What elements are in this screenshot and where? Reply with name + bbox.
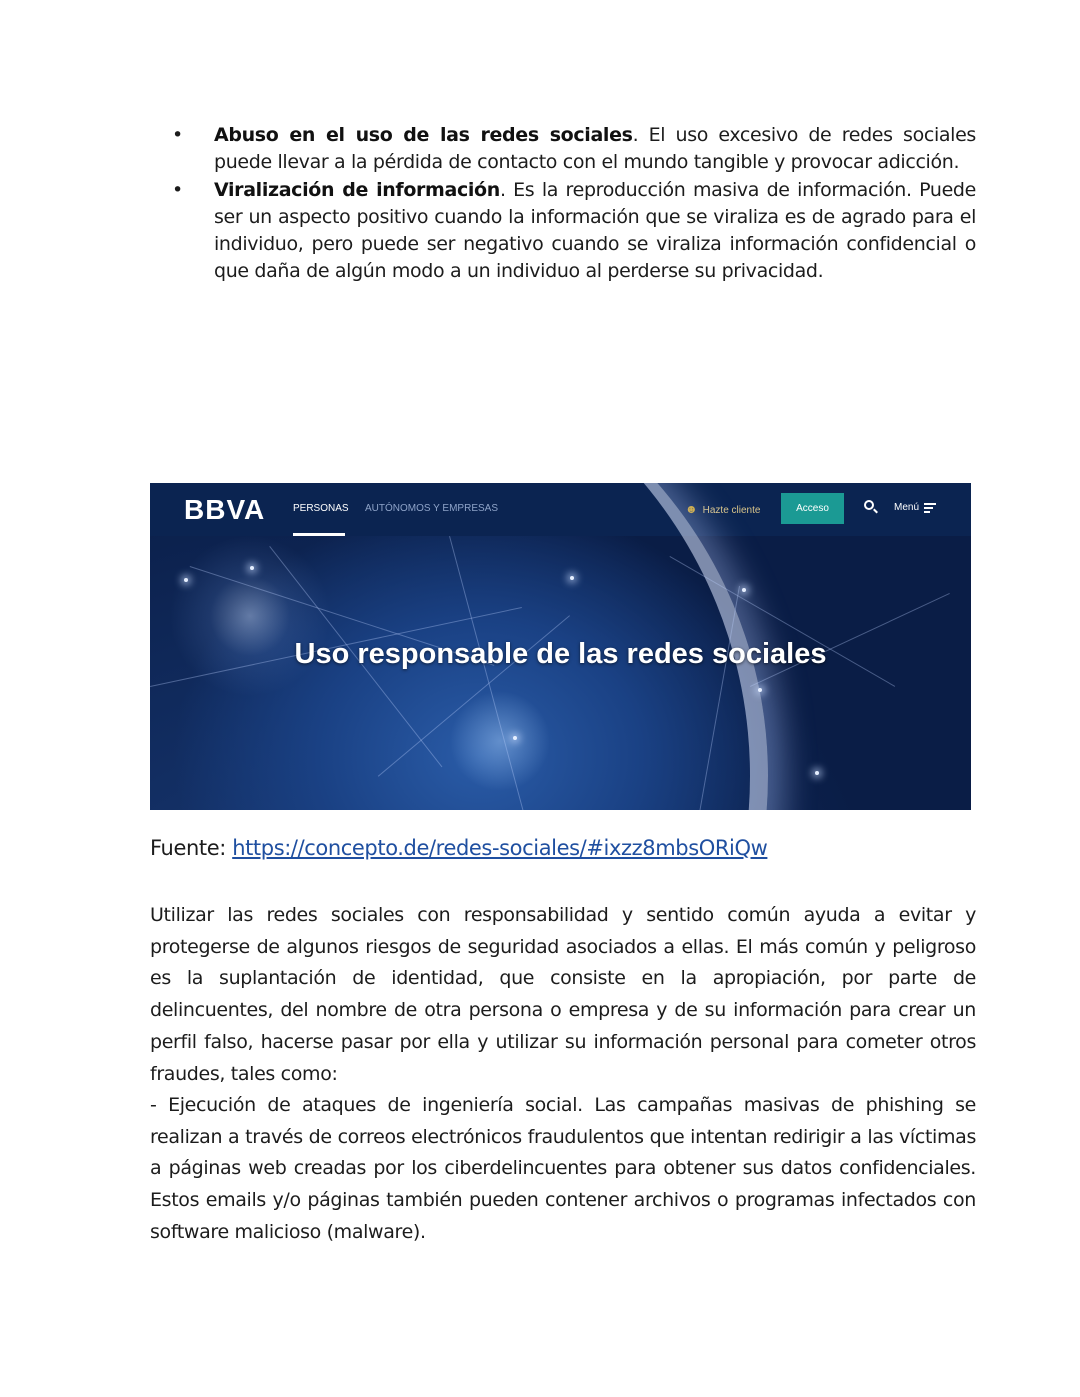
source-link[interactable]: https://concepto.de/redes-sociales/#ixzz8mbsORiQw [232, 836, 768, 860]
bullet-dot-icon: • [172, 124, 183, 146]
hamburger-menu-icon[interactable] [924, 503, 936, 515]
network-node [184, 578, 188, 582]
bullet-heading: Viralización de información [214, 178, 500, 201]
source-label: Fuente: [150, 836, 226, 860]
bullet-text: . El uso excesivo de redes sociales puede llevar a la pérdida de contacto con el mundo tangible y provocar adicción. [214, 124, 976, 174]
bullet-dot-icon: • [172, 178, 183, 201]
nav-tab-autonomos-empresas[interactable]: AUTÓNOMOS Y EMPRESAS [365, 503, 498, 514]
hero-title: Uso responsable de las redes sociales [294, 638, 827, 670]
network-node [570, 576, 574, 580]
hero-banner-earth [150, 536, 971, 810]
bullet-heading: Abuso en el uso de las redes sociales [214, 124, 633, 146]
paragraph-ingenieria-social: - Ejecución de ataques de ingeniería social. Las campañas masivas de phishing se realizan a través de correos electrónicos fraudulentos que intentan redirigir a las víctimas a páginas web creadas por los ciberdelincuentes para obtener sus datos confidenciales. Estos emails y/o páginas también pueden contener archivos o programas infectados con software malicioso (malware). [150, 1094, 976, 1243]
search-icon[interactable] [864, 500, 874, 510]
network-node [758, 688, 762, 692]
bullet-item-abuso [150, 122, 976, 177]
user-add-icon: ☻ [685, 502, 698, 516]
nav-tab-personas[interactable]: PERSONAS [293, 503, 349, 514]
source-caption [150, 836, 767, 860]
risk-bullet-list [150, 122, 976, 286]
hazte-cliente-label: Hazte cliente [702, 505, 761, 516]
bullet-text: . Es la reproducción masiva de información. Puede ser un aspecto positivo cuando la información que se viraliza es de agrado para el individuo, pero puede ser negativo cuando se viraliza información confidencial o que daña de algún modo a un individuo al perderse su privacidad. [214, 178, 976, 283]
hazte-cliente-link[interactable] [685, 502, 760, 516]
paragraph-suplantacion: Utilizar las redes sociales con responsabilidad y sentido común ayuda a evitar y protegerse de algunos riesgos de seguridad asociados a ellas. El más común y peligroso es la suplantación de identidad, que consiste en la apropiación, por parte de delincuentes, del nombre de otra persona o empresa y de su información para crear un perfil falso, hacerse pasar por ella y utilizar su información personal para cometer otros fraudes, tales como: [150, 904, 976, 1085]
network-node [250, 566, 254, 570]
bbva-screenshot-figure [150, 483, 971, 810]
menu-label[interactable]: Menú [894, 502, 920, 513]
acceso-button[interactable]: Acceso [781, 493, 844, 524]
network-node [742, 588, 746, 592]
bbva-logo: BBVA [184, 494, 266, 525]
network-node [815, 771, 819, 775]
bullet-item-viralizacion [150, 177, 976, 286]
network-node [513, 736, 517, 740]
